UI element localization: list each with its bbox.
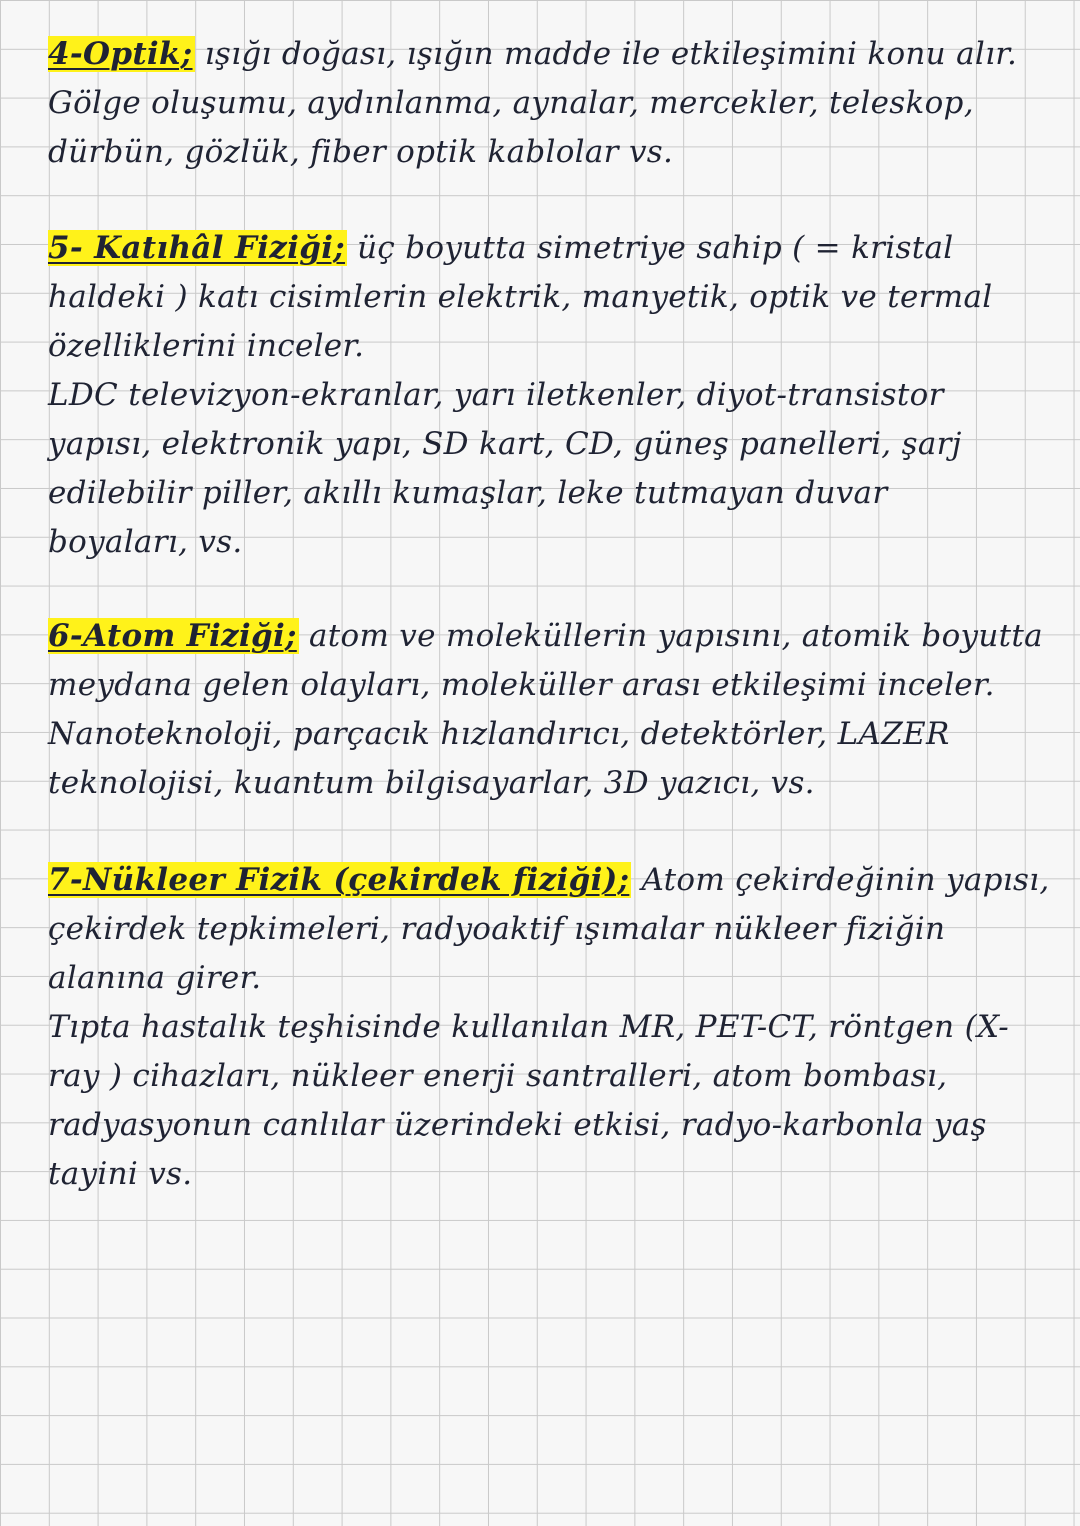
section-first-line (48, 224, 1038, 273)
section-line: alanına girer. (48, 960, 262, 996)
section-intro-text: Atom çekirdeğinin yapısı, (631, 862, 1050, 898)
section-line: Gölge oluşumu, aydınlanma, aynalar, mercekler, teleskop, (48, 85, 974, 121)
section-line: özelliklerini inceler. (48, 328, 365, 364)
section-first-line (48, 612, 1043, 661)
section-line: yapısı, elektronik yapı, SD kart, CD, güneş panelleri, şarj (48, 426, 962, 462)
section-line: meydana gelen olayları, moleküller arası etkileşimi inceler. (48, 667, 995, 703)
section-first-line (48, 856, 1050, 905)
section-line: teknolojisi, kuantum bilgisayarlar, 3D yazıcı, vs. (48, 765, 815, 801)
section-line: Tıpta hastalık teşhisinde kullanılan MR, PET-CT, röntgen (X- (48, 1009, 1010, 1045)
section-intro-text: atom ve moleküllerin yapısını, atomik boyutta (298, 618, 1043, 654)
section-line: dürbün, gözlük, fiber optik kablolar vs. (48, 134, 674, 170)
section-heading: 7-Nükleer Fizik (çekirdek fiziği); (48, 862, 630, 898)
section-katihal-fizigi (48, 224, 1038, 567)
section-line: boyaları, vs. (48, 524, 243, 560)
section-heading: 6-Atom Fiziği; (48, 618, 297, 654)
section-intro-text: üç boyutta simetriye sahip ( = kristal (347, 230, 954, 266)
section-line: Nanoteknoloji, parçacık hızlandırıcı, detektörler, LAZER (48, 716, 950, 752)
section-optik (48, 30, 1038, 177)
section-line: ray ) cihazları, nükleer enerji santralleri, atom bombası, (48, 1058, 948, 1094)
section-intro-text: ışığı doğası, ışığın madde ile etkileşimini konu alır. (194, 36, 1018, 72)
section-line: haldeki ) katı cisimlerin elektrik, manyetik, optik ve termal (48, 279, 993, 315)
section-line: edilebilir piller, akıllı kumaşlar, leke tutmayan duvar (48, 475, 888, 511)
section-line: çekirdek tepkimeleri, radyoaktif ışımalar nükleer fiziğin (48, 911, 946, 947)
section-line: LDC televizyon-ekranlar, yarı iletkenler, diyot-transistor (48, 377, 944, 413)
section-heading: 5- Katıhâl Fiziği; (48, 230, 346, 266)
section-first-line (48, 30, 1038, 79)
section-line: tayini vs. (48, 1156, 193, 1192)
section-nukleer-fizik (48, 856, 1050, 1199)
section-heading: 4-Optik; (48, 36, 193, 72)
section-atom-fizigi (48, 612, 1043, 808)
section-line: radyasyonun canlılar üzerindeki etkisi, radyo-karbonla yaş (48, 1107, 987, 1143)
